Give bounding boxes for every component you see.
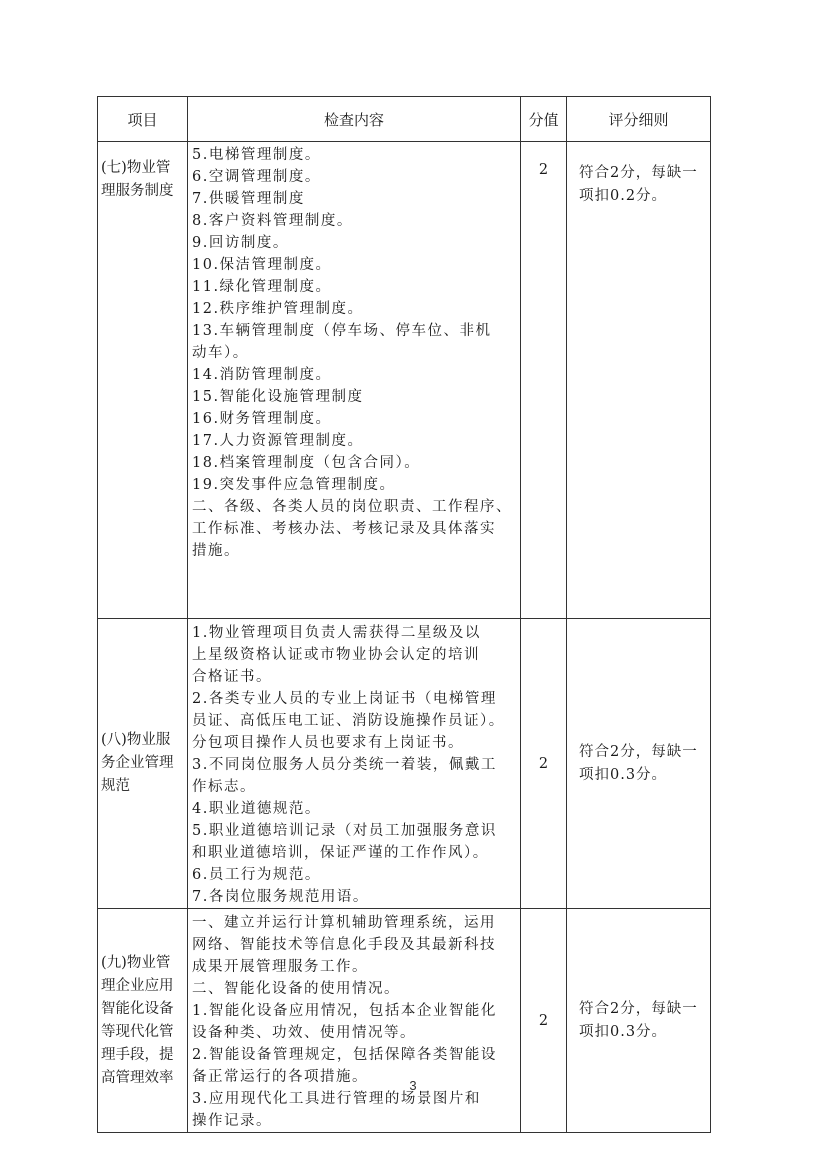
content-line: 2.智能设备管理规定，包括保障各类智能设 bbox=[192, 1047, 497, 1063]
content-line: 7.供暖管理制度 bbox=[192, 191, 305, 207]
table-header-row bbox=[98, 97, 711, 142]
header-score: 分值 bbox=[521, 97, 567, 142]
content-line: 和职业道德培训，保证严谨的工作作风）。 bbox=[192, 845, 489, 861]
content-line: 3.应用现代化工具进行管理的场景图片和 bbox=[192, 1091, 481, 1107]
header-rule: 评分细则 bbox=[567, 97, 711, 142]
content-line: 二、各级、各类人员的岗位职责、工作程序、 bbox=[192, 499, 512, 515]
content-line: 4.职业道德规范。 bbox=[192, 801, 321, 817]
row-score: 2 bbox=[521, 909, 567, 1133]
content-line: 6.员工行为规范。 bbox=[192, 867, 321, 883]
content-line: 13.车辆管理制度（停车场、停车位、非机 bbox=[192, 323, 492, 339]
page-number: 3 bbox=[409, 1078, 417, 1093]
content-line: 1.物业管理项目负责人需获得二星级及以 bbox=[192, 625, 481, 641]
content-line: 14.消防管理制度。 bbox=[192, 367, 332, 383]
row-item: (八)物业服务企业管理规范 bbox=[98, 619, 188, 909]
row-rule: 符合2分，每缺一项扣0.3分。 bbox=[567, 909, 711, 1133]
content-line: 3.不同岗位服务人员分类统一着装，佩戴工 bbox=[192, 757, 497, 773]
content-line: 15.智能化设施管理制度 bbox=[192, 389, 364, 405]
content-line: 6.空调管理制度。 bbox=[192, 169, 321, 185]
header-content: 检查内容 bbox=[188, 97, 521, 142]
content-line: 7.各岗位服务规范用语。 bbox=[192, 889, 369, 905]
content-line: 员证、高低压电工证、消防设施操作员证）。 bbox=[192, 713, 505, 729]
row-content bbox=[188, 909, 521, 1133]
content-line: 成果开展管理服务工作。 bbox=[192, 959, 368, 975]
content-line: 1.智能化设备应用情况，包括本企业智能化 bbox=[192, 1003, 497, 1019]
content-line: 操作记录。 bbox=[192, 1113, 272, 1129]
row-score: 2 bbox=[521, 142, 567, 619]
content-line: 10.保洁管理制度。 bbox=[192, 257, 332, 273]
content-line: 2.各类专业人员的专业上岗证书（电梯管理 bbox=[192, 691, 497, 707]
row-rule: 符合2分，每缺一项扣0.3分。 bbox=[567, 619, 711, 909]
content-line: 17.人力资源管理制度。 bbox=[192, 433, 364, 449]
content-line: 12.秩序维护管理制度。 bbox=[192, 301, 364, 317]
content-line: 11.绿化管理制度。 bbox=[192, 279, 332, 295]
content-line: 工作标准、考核办法、考核记录及具体落实 bbox=[192, 521, 496, 537]
content-line: 5.职业道德培训记录（对员工加强服务意识 bbox=[192, 823, 497, 839]
content-line: 16.财务管理制度。 bbox=[192, 411, 332, 427]
header-item: 项目 bbox=[98, 97, 188, 142]
content-line: 18.档案管理制度（包含合同）。 bbox=[192, 455, 421, 471]
content-line: 设备种类、功效、使用情况等。 bbox=[192, 1025, 416, 1041]
row-rule: 符合2分，每缺一项扣0.2分。 bbox=[567, 142, 711, 619]
content-line: 8.客户资料管理制度。 bbox=[192, 213, 353, 229]
content-line: 分包项目操作人员也要求有上岗证书。 bbox=[192, 735, 464, 751]
content-line: 备正常运行的各项措施。 bbox=[192, 1069, 368, 1085]
content-line: 9.回访制度。 bbox=[192, 235, 289, 251]
inspection-table bbox=[97, 96, 711, 1133]
table-row bbox=[98, 142, 711, 619]
content-line: 动车）。 bbox=[192, 345, 249, 361]
content-line: 19.突发事件应急管理制度。 bbox=[192, 477, 396, 493]
row-score: 2 bbox=[521, 619, 567, 909]
row-content bbox=[188, 142, 521, 619]
content-line: 网络、智能技术等信息化手段及其最新科技 bbox=[192, 937, 496, 953]
content-line: 作标志。 bbox=[192, 779, 256, 795]
table-row bbox=[98, 909, 711, 1133]
row-item: (七)物业管理服务制度 bbox=[98, 142, 188, 619]
content-line: 上星级资格认证或市物业协会认定的培训 bbox=[192, 647, 480, 663]
content-line: 5.电梯管理制度。 bbox=[192, 147, 321, 163]
table-row bbox=[98, 619, 711, 909]
row-item: (九)物业管理企业应用智能化设备等现代化管理手段，提高管理效率 bbox=[98, 909, 188, 1133]
content-line: 措施。 bbox=[192, 543, 240, 559]
content-line: 一、建立并运行计算机辅助管理系统，运用 bbox=[192, 915, 496, 931]
content-line: 二、智能化设备的使用情况。 bbox=[192, 981, 400, 997]
row-content bbox=[188, 619, 521, 909]
content-line: 合格证书。 bbox=[192, 669, 272, 685]
